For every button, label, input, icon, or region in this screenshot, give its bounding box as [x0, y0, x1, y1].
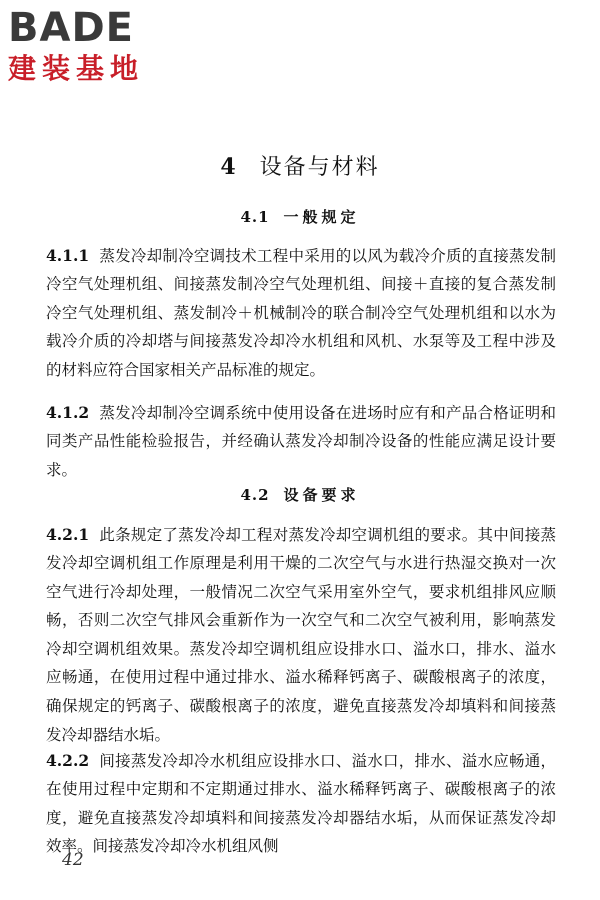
section-number: 4.1	[240, 208, 270, 226]
chapter-number: 4	[220, 154, 238, 180]
clause-4-1-2	[46, 399, 556, 485]
publisher-logo	[8, 6, 178, 86]
clause-number: 4.2.2	[46, 750, 90, 770]
clause-4-1-1	[46, 242, 556, 385]
logo-subtitle: 建装基地	[8, 52, 145, 85]
clause-text: 此条规定了蒸发冷却工程对蒸发冷却空调机组的要求。其中间接蒸发冷却空调机组工作原理是利用干燥的二次空气与水进行热湿交换对一次空气进行冷却处理，一般情况二次空气采用室外空气，要求机组排风应顺畅，否则二次空气排风会重新作为一次空气和二次空气被利用，影响蒸发冷却空调机组效果。蒸发冷却空调机组应设排水口、溢水口，排水、溢水应畅通，在使用过程中通过排水、溢水稀释钙离子、碳酸根离子的浓度，确保规定的钙离子、碳酸根离子的浓度，避免直接蒸发冷却填料和间接蒸发冷却器结水垢。	[46, 525, 556, 744]
page-number: 42	[62, 850, 84, 870]
clause-number: 4.1.1	[46, 245, 90, 265]
chapter-heading	[0, 150, 600, 181]
clause-4-2-2	[46, 747, 556, 861]
logo-wordmark: BADE	[8, 5, 134, 51]
clause-number: 4.2.1	[46, 524, 90, 544]
chapter-title: 设备与材料	[259, 155, 380, 180]
section-heading-4-2	[0, 484, 600, 505]
clause-text: 蒸发冷却制冷空调系统中使用设备在进场时应有和产品合格证明和同类产品性能检验报告，并经确认蒸发冷却制冷设备的性能应满足设计要求。	[46, 403, 556, 479]
section-title: 设备要求	[283, 486, 360, 504]
section-heading-4-1	[0, 206, 600, 227]
section-title: 一般规定	[283, 208, 360, 226]
clause-text: 蒸发冷却制冷空调技术工程中采用的以风为载冷介质的直接蒸发制冷空气处理机组、间接蒸发制冷空气处理机组、间接＋直接的复合蒸发制冷空气处理机组、蒸发制冷＋机械制冷的联合制冷空气处理机组和以水为载冷介质的冷却塔与间接蒸发冷却冷水机组和风机、水泵等及工程中涉及的材料应符合国家相关产品标准的规定。	[46, 246, 556, 379]
clause-4-2-1	[46, 521, 556, 750]
section-number: 4.2	[240, 486, 270, 504]
clause-number: 4.1.2	[46, 402, 90, 422]
clause-text: 间接蒸发冷却冷水机组应设排水口、溢水口，排水、溢水应畅通，在使用过程中定期和不定期通过排水、溢水稀释钙离子、碳酸根离子的浓度，避免直接蒸发冷却填料和间接蒸发冷却器结水垢，从而保证蒸发冷却效率。间接蒸发冷却冷水机组风侧	[46, 751, 556, 856]
